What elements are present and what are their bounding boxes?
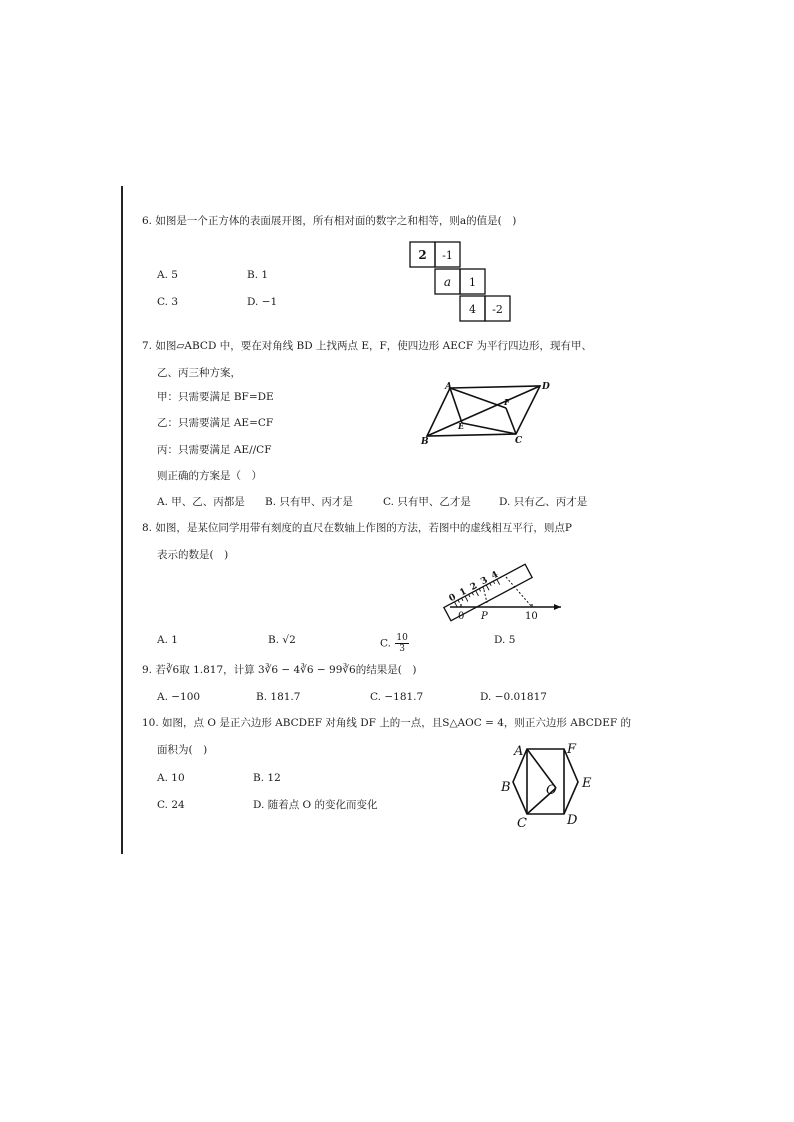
- net-cell-4: 1: [469, 276, 476, 289]
- q8-ruler-numberline-figure: [430, 556, 566, 624]
- q10-label-a: A: [514, 744, 524, 759]
- q10-label-f: F: [567, 742, 577, 757]
- q10-option-a: A. 10: [157, 772, 185, 784]
- q9-stem: 9. 若∛6取 1.817，计算 3∛6 − 4∛6 − 99∛6的结果是( ): [142, 664, 417, 676]
- q7-label-a: A: [445, 382, 452, 392]
- q8-option-d: D. 5: [494, 634, 516, 646]
- ruler-label-3: 3: [479, 575, 490, 588]
- q8-option-c-letter: C.: [380, 637, 391, 650]
- q8-option-b: B. √2: [268, 634, 296, 646]
- q10-option-d: D. 随着点 O 的变化而变化: [253, 799, 378, 811]
- q7-label-c: C: [515, 436, 523, 446]
- q7-question: 则正确的方案是（ ）: [157, 470, 262, 482]
- axis-label-10: 10: [525, 611, 538, 622]
- q9-option-a: A. −100: [157, 691, 201, 703]
- axis-label-p: P: [481, 611, 488, 622]
- q10-label-e: E: [582, 776, 592, 791]
- q9-option-c: C. −181.7: [370, 691, 424, 703]
- fraction-numerator: 10: [396, 633, 408, 643]
- axis-label-0: 0: [458, 611, 465, 622]
- q8-stem-line2: 表示的数是( ): [157, 549, 229, 561]
- q7-parallelogram-figure: [418, 378, 558, 450]
- net-cell-1: 2: [418, 248, 427, 262]
- q7-option-c: C. 只有甲、乙才是: [383, 496, 471, 508]
- q10-label-c: C: [517, 816, 527, 830]
- ruler-label-2: 2: [468, 581, 480, 593]
- q8-option-a: A. 1: [157, 634, 178, 646]
- q8-option-c: [380, 633, 409, 654]
- page-margin-line: [121, 186, 123, 854]
- q6-cube-net-figure: [406, 236, 518, 326]
- net-cell-3: a: [443, 275, 452, 289]
- q6-option-c: C. 3: [157, 296, 179, 308]
- net-cell-5: 4: [469, 303, 476, 316]
- q10-option-c: C. 24: [157, 799, 185, 811]
- q7-option-d: D. 只有乙、丙才是: [499, 496, 588, 508]
- q7-label-e: E: [458, 421, 465, 431]
- q10-label-b: B: [501, 780, 511, 795]
- q8-stem: 8. 如图，是某位同学用带有刻度的直尺在数轴上作图的方法，若图中的虚线相互平行，则点P: [142, 522, 572, 534]
- q7-plan-jia: 甲：只需要满足 BF=DE: [157, 391, 274, 403]
- net-cell-2: -1: [442, 249, 453, 262]
- q9-option-d: D. −0.01817: [480, 691, 547, 703]
- q7-option-b: B. 只有甲、丙才是: [265, 496, 353, 508]
- ruler-label-0: 0: [447, 592, 458, 605]
- q10-label-d: D: [567, 813, 578, 828]
- q8-option-c-fraction: [395, 633, 408, 654]
- q7-label-f: F: [504, 397, 510, 407]
- ruler-label-4: 4: [489, 569, 501, 582]
- q10-hexagon-figure: [498, 738, 606, 830]
- q10-option-b: B. 12: [253, 772, 281, 784]
- fraction-denominator: 3: [399, 644, 405, 654]
- q7-label-b: B: [421, 437, 429, 447]
- q7-stem-line2: 乙、丙三种方案，: [157, 367, 241, 379]
- q7-plan-bing: 丙：只需要满足 AE//CF: [157, 444, 272, 456]
- q7-label-d: D: [542, 382, 550, 392]
- q7-option-a: A. 甲、乙、丙都是: [157, 496, 245, 508]
- q7-plan-yi: 乙：只需要满足 AE=CF: [157, 417, 274, 429]
- q10-stem-line2: 面积为( ): [157, 744, 208, 756]
- q9-option-b: B. 181.7: [256, 691, 301, 703]
- q6-option-b: B. 1: [247, 269, 269, 281]
- net-cell-6: -2: [492, 303, 503, 316]
- q7-stem: 7. 如图▱ABCD 中，要在对角线 BD 上找两点 E，F，使四边形 AECF 为平行四边形，现有甲、: [142, 340, 593, 352]
- q6-stem: 6. 如图是一个正方体的表面展开图，所有相对面的数字之和相等，则a的值是( ): [142, 215, 517, 227]
- q6-option-a: A. 5: [157, 269, 178, 281]
- q10-stem: 10. 如图，点 O 是正六边形 ABCDEF 对角线 DF 上的一点，且S△AOC = 4，则正六边形 ABCDEF 的: [142, 717, 631, 729]
- q10-label-o: O: [546, 783, 557, 798]
- ruler-label-1: 1: [458, 586, 469, 599]
- q6-option-d: D. −1: [247, 296, 278, 308]
